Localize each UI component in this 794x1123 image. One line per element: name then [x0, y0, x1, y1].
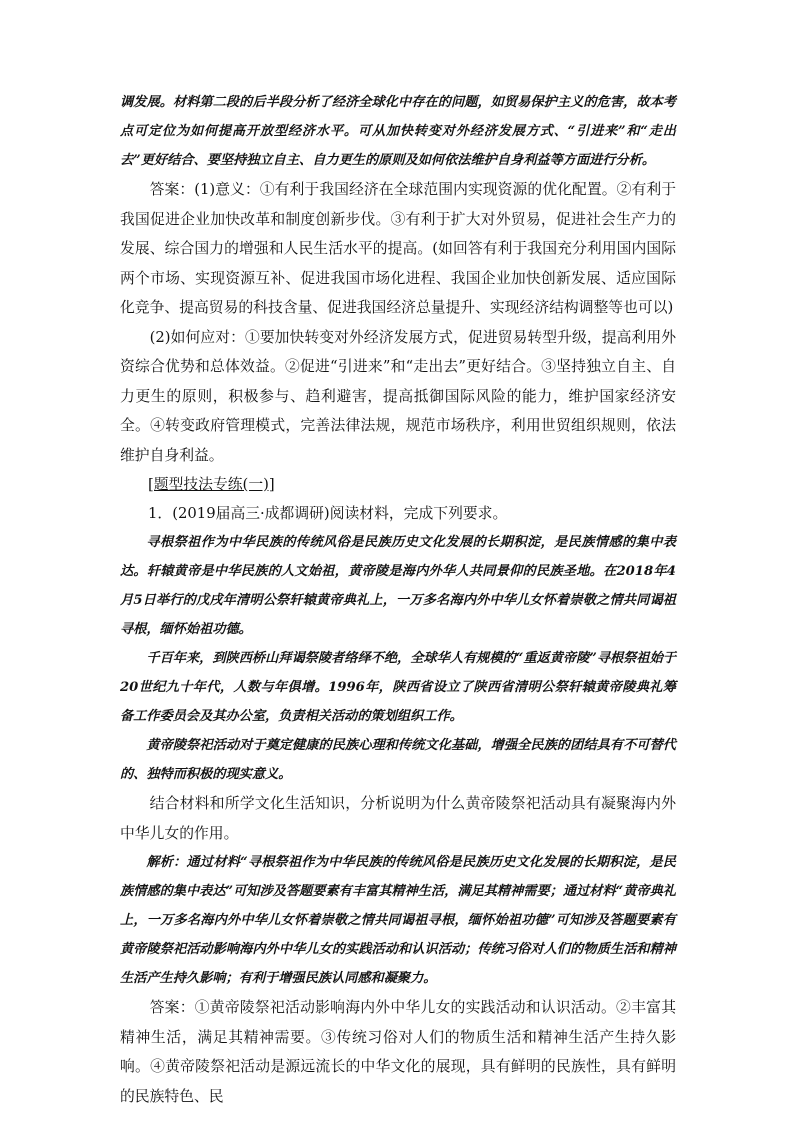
section-heading: [120, 470, 676, 499]
material-paragraph-3: 黄帝陵祭祀活动对于奠定健康的民族心理和传统文化基础，增强全民族的团结具有不可替代的、独特而积极的现实意义。: [120, 738, 676, 782]
material-paragraph-2: 千百年来，到陕西桥山拜谒祭陵者络绎不绝，全球华人有规模的“重返黄帝陵”寻根祭祖始于20世纪九十年代，人数与年俱增。1996年，陕西省设立了陕西省清明公祭轩辕黄帝陵典礼筹备工作委员会及其办公室，负责相关活动的策划组织工作。: [120, 651, 676, 724]
section-heading-text: [题型技法专练(一)]: [148, 476, 275, 493]
answer-3: 答案：①黄帝陵祭祀活动影响海内外中华儿女的实践活动和认识活动。②丰富其精神生活，满足其精神需要。③传统习俗对人们的物质生活和精神生活产生持久影响。④黄帝陵祭祀活动是源远流长的中华文化的展现，具有鲜明的民族性，具有鲜明的民族特色、民: [120, 999, 676, 1105]
question-1: 1．(2019届高三·成都调研)阅读材料，完成下列要求。: [148, 505, 508, 522]
answer-part-2: (2)如何应对：①要加快转变对外经济发展方式，促进贸易转型升级，提高利用外资综合优势和总体效益。②促进“引进来”和“走出去”更好结合。③坚持独立自主、自力更生的原则，积极参与、趋利避害，提高抵御国际风险的能力，维护国家经济安全。④转变政府管理模式，完善法律法规，规范市场秩序，利用世贸组织规则，依法维护自身利益。: [120, 328, 676, 464]
task-prompt: 结合材料和所学文化生活知识，分析说明为什么黄帝陵祭祀活动具有凝聚海内外中华儿女的作用。: [120, 795, 676, 842]
analysis-intro: 调发展。材料第二段的后半段分析了经济全球化中存在的问题，如贸易保护主义的危害，故本考点可定位为如何提高开放型经济水平。可从加快转变对外经济发展方式、“引进来”和“走出去”更好结合、要坚持独立自主、自力更生的原则及如何依法维护自身利益等方面进行分析。: [120, 95, 676, 168]
answer-part-1: 答案：(1)意义：①有利于我国经济在全球范围内实现资源的优化配置。②有利于我国促进企业加快改革和制度创新步伐。③有利于扩大对外贸易，促进社会生产力的发展、综合国力的增强和人民生活水平的提高。(如回答有利于我国充分利用国内国际两个市场、实现资源互补、促进我国市场化进程、我国企业加快创新发展、适应国际化竞争、提高贸易的科技含量、促进我国经济总量提升、实现经济结构调整等也可以): [120, 181, 676, 316]
document-page: [120, 88, 676, 1111]
analysis-2: 解析：通过材料“寻根祭祖作为中华民族的传统风俗是民族历史文化发展的长期积淀，是民族情感的集中表达”可知涉及答题要素有丰富其精神生活，满足其精神需要；通过材料“黄帝典礼上，一万多名海内外中华儿女怀着崇敬之情共同谒祖寻根，缅怀始祖功德”可知涉及答题要素有黄帝陵祭祀活动影响海内外中华儿女的实践活动和认识活动；传统习俗对人们的物质生活和精神生活产生持久影响；有利于增强民族认同感和凝聚力。: [120, 855, 676, 986]
material-paragraph-1: 寻根祭祖作为中华民族的传统风俗是民族历史文化发展的长期积淀，是民族情感的集中表达。轩辕黄帝是中华民族的人文始祖，黄帝陵是海内外华人共同景仰的民族圣地。在2018年4月5日举行的戊戌年清明公祭轩辕黄帝典礼上，一万多名海内外中华儿女怀着崇敬之情共同谒祖寻根，缅怀始祖功德。: [120, 535, 676, 637]
